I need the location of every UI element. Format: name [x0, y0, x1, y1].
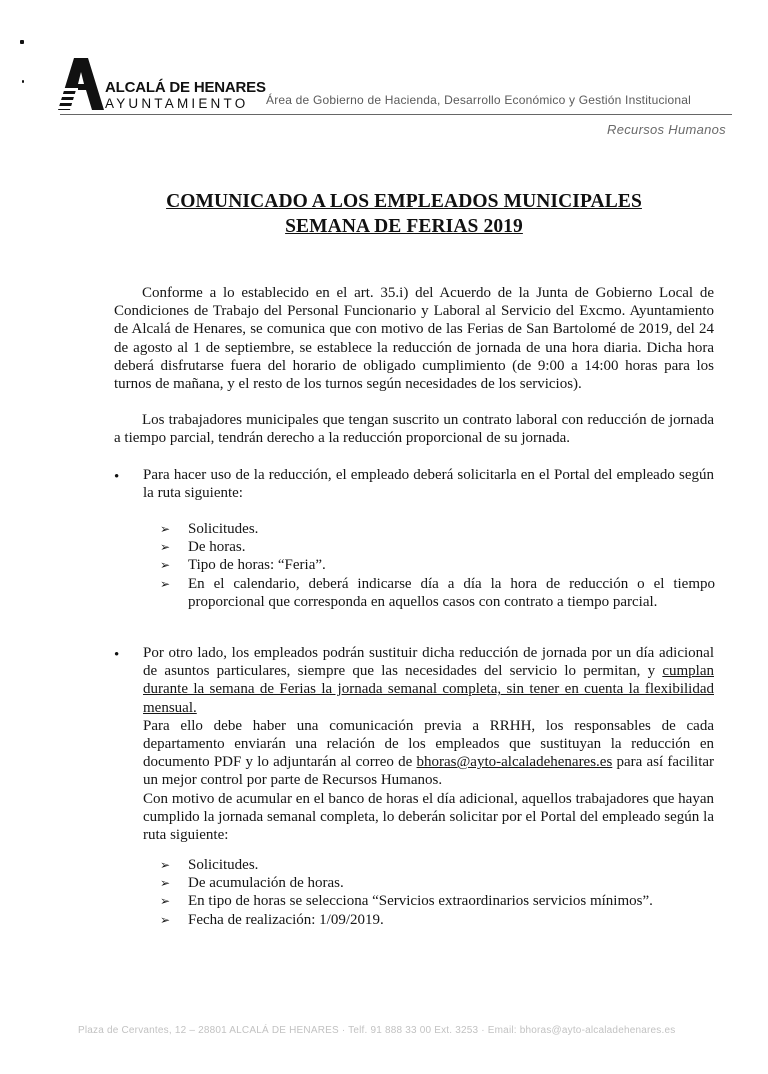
paragraph-part-time: Los trabajadores municipales que tengan suscrito un contrato laboral con reducción de jornada a tiempo parcial, tendrán derecho a la reducción proporcional de su jornada.	[114, 412, 714, 447]
list-item-text: En tipo de horas se selecciona “Servicios extraordinarios servicios mínimos”.	[188, 893, 653, 910]
list-item-text: Solicitudes.	[188, 857, 259, 873]
list-item-text: Solicitudes.	[188, 521, 259, 537]
list-item	[160, 556, 715, 574]
arrow-bullet-icon: ➢	[160, 894, 171, 909]
list-item-text: Fecha de realización: 1/09/2019.	[188, 911, 384, 928]
arrow-bullet-icon: ➢	[160, 858, 171, 872]
arrow-bullet-icon: ➢	[160, 540, 171, 555]
scan-speck	[22, 80, 24, 83]
logo-subtitle: AYUNTAMIENTO	[105, 96, 249, 111]
arrow-bullet-icon: ➢	[160, 576, 171, 591]
list-item	[160, 856, 715, 874]
paragraph-intro: Conforme a lo establecido en el art. 35.i) del Acuerdo de la Junta de Gobierno Local de Condiciones de Trabajo del Personal Funcionario y Laboral al Servicio del Excmo. Ayuntamiento de Alcalá de Henares, se comunica que con motivo de las Ferias de San Bartolomé de 2019, del 24 de agosto al 1 de septiembre, se establece la reducción de jornada de una hora diaria. Dicha hora deberá disfrutarse fuera del horario de obligado cumplimiento (de 9:00 a 14:00 horas para los turnos de mañana, y el resto de los turnos según necesidades de los servicios).	[114, 285, 714, 393]
bullet-icon: •	[114, 469, 120, 485]
header-divider	[60, 114, 732, 115]
logo-name: ALCALÁ DE HENARES	[105, 79, 266, 96]
weekly-workday-condition: cumplan durante la semana de Ferias la jornada semanal completa, sin tener en cuenta la flexibilidad mensual.	[143, 663, 714, 716]
arrow-bullet-icon: ➢	[160, 522, 171, 536]
rrhh-communication-text-end: para así facilitar un mejor control por parte de Recursos Humanos.	[143, 754, 715, 789]
department-name: Recursos Humanos	[607, 122, 726, 137]
email-link[interactable]: bhoras@ayto-alcaladehenares.es	[416, 754, 613, 771]
additional-day-intro: Por otro lado, los empleados podrán sustituir dicha reducción de jornada por un día adicional de asuntos particulares, siempre que las necesidades del servicio lo permitan, y	[143, 645, 714, 680]
list-item	[160, 538, 715, 556]
list-item	[160, 575, 715, 611]
list-item	[160, 520, 715, 538]
accumulation-text: Con motivo de acumular en el banco de horas el día adicional, aquellos trabajadores que hayan cumplido la jornada semanal completa, lo deberán solicitar por el Portal del empleado según la ruta siguiente:	[143, 790, 714, 844]
list-item-text: De acumulación de horas.	[188, 875, 344, 892]
list-item	[160, 892, 715, 910]
route-list-accumulation	[160, 856, 715, 929]
route-list-reduction	[160, 520, 715, 611]
document-title-line2: SEMANA DE FERIAS 2019	[285, 216, 523, 237]
list-item-text: De horas.	[188, 539, 246, 556]
bullet-reduction-request: Para hacer uso de la reducción, el empleado deberá solicitarla en el Portal del empleado según la ruta siguiente:	[143, 467, 714, 502]
list-item	[160, 911, 715, 929]
arrow-bullet-icon: ➢	[160, 558, 171, 573]
document-title-line1: COMUNICADO A LOS EMPLEADOS MUNICIPALES	[166, 191, 642, 212]
ayuntamiento-logo-icon	[58, 58, 104, 110]
page-footer-address: Plaza de Cervantes, 12 – 28801 ALCALÁ DE HENARES · Telf. 91 888 33 00 Ext. 3253 · Email: bhoras@ayto-alcaladehenares.es	[78, 1025, 676, 1036]
arrow-bullet-icon: ➢	[160, 912, 171, 927]
list-item	[160, 874, 715, 892]
rrhh-communication-text: Para ello debe haber una comunicación previa a RRHH, los responsables de cada departamento enviarán una relación de los empleados que sustituyan la reducción en documento PDF y lo adjuntarán al correo de	[143, 717, 714, 771]
bullet-additional-day	[143, 644, 714, 844]
list-item-text: En el calendario, deberá indicarse día a día la hora de reducción o el tiempo proporcional que corresponda en aquellos casos con contrato a tiempo parcial.	[188, 575, 715, 610]
scan-speck	[20, 40, 24, 44]
area-of-government: Área de Gobierno de Hacienda, Desarrollo Económico y Gestión Institucional	[266, 93, 692, 107]
bullet-icon: •	[114, 647, 120, 663]
list-item-text: Tipo de horas: “Feria”.	[188, 557, 326, 574]
arrow-bullet-icon: ➢	[160, 876, 171, 891]
